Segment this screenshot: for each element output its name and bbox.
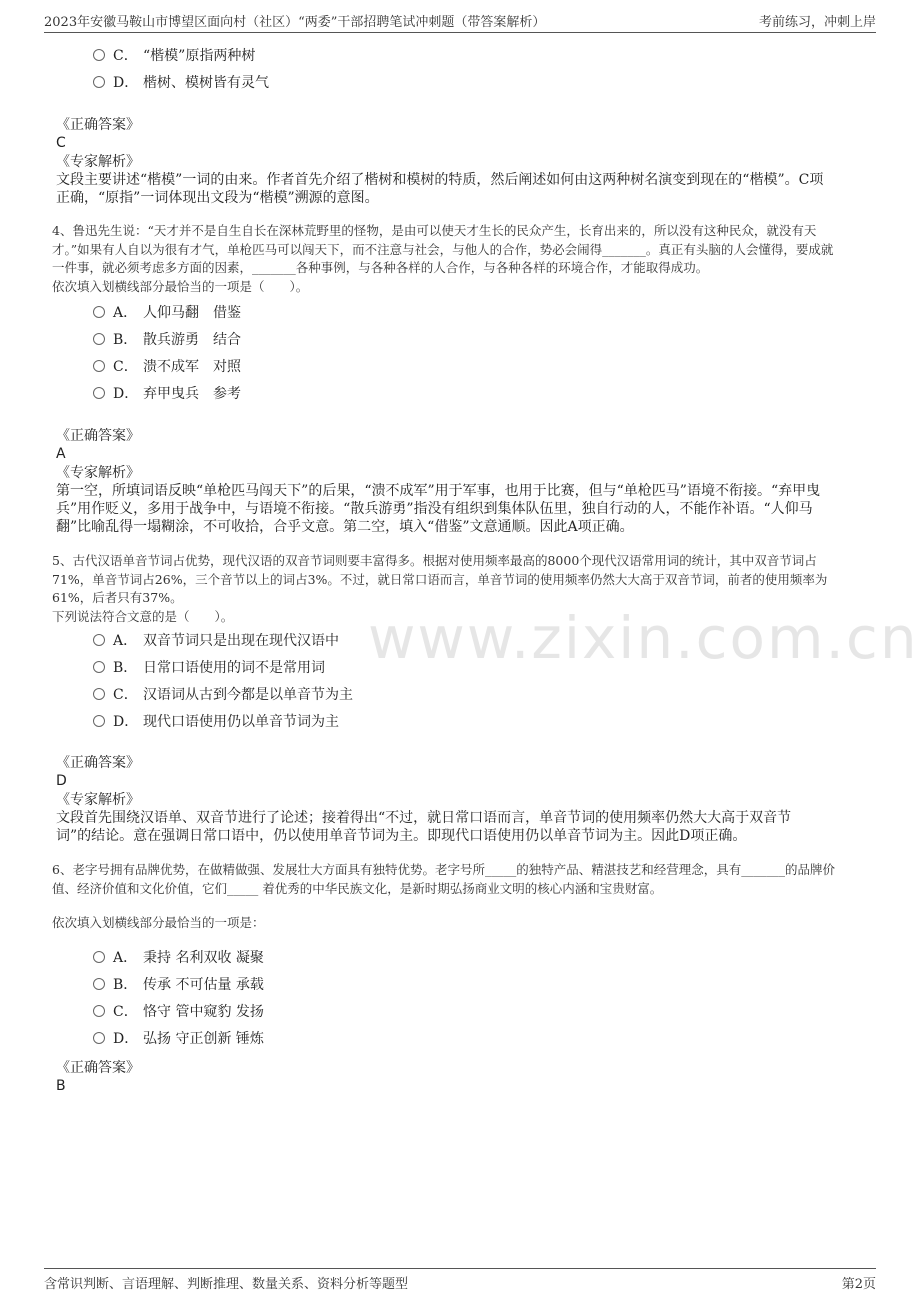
radio-icon[interactable] [93, 715, 105, 727]
footer-subjects: 含常识判断、言语理解、判断推理、数量关系、资料分析等题型 [44, 1277, 409, 1292]
q4-option-b[interactable]: B． 散兵游勇 结合 [93, 331, 241, 349]
answer-value: A [56, 446, 66, 462]
question-6-stem: 6、老字号拥有品牌优势，在做精做强、发展壮大方面具有独特优势。老字号所_____的独特产品、精湛技艺和经营理念，具有_______的品牌价 值、经济价值和文化价值，它们_____ 着优秀的中华民族文化，是新时期弘扬商业文明的核心内涵和宝贵财富。 [52, 862, 835, 896]
answer-label: 《正确答案》 [56, 755, 140, 771]
q3-option-c[interactable]: C． “楷模”原指两种树 [93, 47, 255, 65]
radio-icon[interactable] [93, 1005, 105, 1017]
radio-icon[interactable] [93, 360, 105, 372]
q5-option-b[interactable]: B． 日常口语使用的词不是常用词 [93, 659, 325, 677]
radio-icon[interactable] [93, 978, 105, 990]
analysis-label: 《专家解析》 [56, 154, 140, 170]
question-6-prompt: 依次填入划横线部分最恰当的一项是： [52, 915, 265, 930]
document-title: 2023年安徽马鞍山市博望区面向村（社区）“两委”干部招聘笔试冲刺题（带答案解析） [44, 15, 546, 30]
q6-option-d[interactable]: D． 弘扬 守正创新 锤炼 [93, 1030, 264, 1048]
radio-icon[interactable] [93, 661, 105, 673]
radio-icon[interactable] [93, 634, 105, 646]
analysis-label: 《专家解析》 [56, 465, 140, 481]
answer-label: 《正确答案》 [56, 428, 140, 444]
radio-icon[interactable] [93, 1032, 105, 1044]
q5-option-c[interactable]: C． 汉语词从古到今都是以单音节为主 [93, 686, 353, 704]
radio-icon[interactable] [93, 333, 105, 345]
analysis-text: 第一空，所填词语反映“单枪匹马闯天下”的后果，“溃不成军”用于军事，也用于比赛，但与“单枪匹马”语境不衔接。“弃甲曳 兵”用作贬义，多用于战争中，与语境不衔接。“散兵游勇”指没有组织到集体队伍里，独自行动的人，不能作补语。“人仰马 翻”比喻乱得一塌糊涂，不可收拾，合乎文意。第二空，填入“借鉴”文意通顺。因此A项正确。 [56, 483, 821, 535]
q4-option-a[interactable]: A． 人仰马翻 借鉴 [93, 304, 241, 322]
q6-option-c[interactable]: C． 恪守 管中窥豹 发扬 [93, 1003, 264, 1021]
q3-option-d[interactable]: D． 楷树、模树皆有灵气 [93, 74, 269, 92]
answer-value: C [56, 135, 66, 151]
watermark: www.zixin.com.cn [368, 604, 919, 672]
radio-icon[interactable] [93, 306, 105, 318]
answer-label: 《正确答案》 [56, 117, 140, 133]
q5-option-a[interactable]: A． 双音节词只是出现在现代汉语中 [93, 632, 339, 650]
q5-option-d[interactable]: D． 现代口语使用仍以单音节词为主 [93, 713, 339, 731]
analysis-label: 《专家解析》 [56, 792, 140, 808]
radio-icon[interactable] [93, 49, 105, 61]
radio-icon[interactable] [93, 688, 105, 700]
question-4-stem: 4、鲁迅先生说：“天才并不是自生自长在深林荒野里的怪物，是由可以使天才生长的民众产生，长育出来的，所以没有这种民众，就没有天 才。”如果有人自以为很有才气，单枪匹马可以闯天下，而不注意与社会，与他人的合作，势必会闹得_______。真正有头脑的人会懂得，要成就 一件事，就必须考虑多方面的因素，_______各种事例，与各种各样的人合作，与各种各样的环境合作，才能取得成功。 依次填入划横线部分最恰当的一项是（ ）。 [52, 223, 834, 294]
q6-option-a[interactable]: A． 秉持 名利双收 凝聚 [93, 949, 264, 967]
q4-option-d[interactable]: D． 弃甲曳兵 参考 [93, 385, 241, 403]
question-5-stem: 5、古代汉语单音节词占优势，现代汉语的双音节词则要丰富得多。根据对使用频率最高的8000个现代汉语常用词的统计，其中双音节词占 71%，单音节词占26%，三个音节以上的词占3%。不过，就日常口语而言，单音节词的使用频率仍然大大高于双音节词，前者的使用频率为 61%，后者只有37%。 下列说法符合文意的是（ ）。 [52, 553, 828, 624]
q4-option-c[interactable]: C． 溃不成军 对照 [93, 358, 241, 376]
radio-icon[interactable] [93, 76, 105, 88]
analysis-text: 文段首先围绕汉语单、双音节进行了论述；接着得出“不过，就日常口语而言，单音节词的使用频率仍然大大高于双音节 词”的结论。意在强调日常口语中，仍以使用单音节词为主。即现代口语使用仍以单音节词为主。因此D项正确。 [56, 810, 792, 844]
header-rule [44, 32, 876, 33]
radio-icon[interactable] [93, 951, 105, 963]
answer-label: 《正确答案》 [56, 1060, 140, 1076]
header-slogan: 考前练习，冲刺上岸 [758, 15, 876, 30]
page-number: 第2页 [841, 1277, 876, 1292]
q6-option-b[interactable]: B． 传承 不可估量 承载 [93, 976, 264, 994]
analysis-text: 文段主要讲述“楷模”一词的由来。作者首先介绍了楷树和模树的特质，然后阐述如何由这两种树名演变到现在的“楷模”。C项 正确，“原指”一词体现出文段为“楷模”溯源的意图。 [56, 172, 824, 206]
answer-value: B [56, 1078, 66, 1094]
answer-value: D [56, 773, 67, 789]
radio-icon[interactable] [93, 387, 105, 399]
footer-rule [44, 1268, 876, 1269]
